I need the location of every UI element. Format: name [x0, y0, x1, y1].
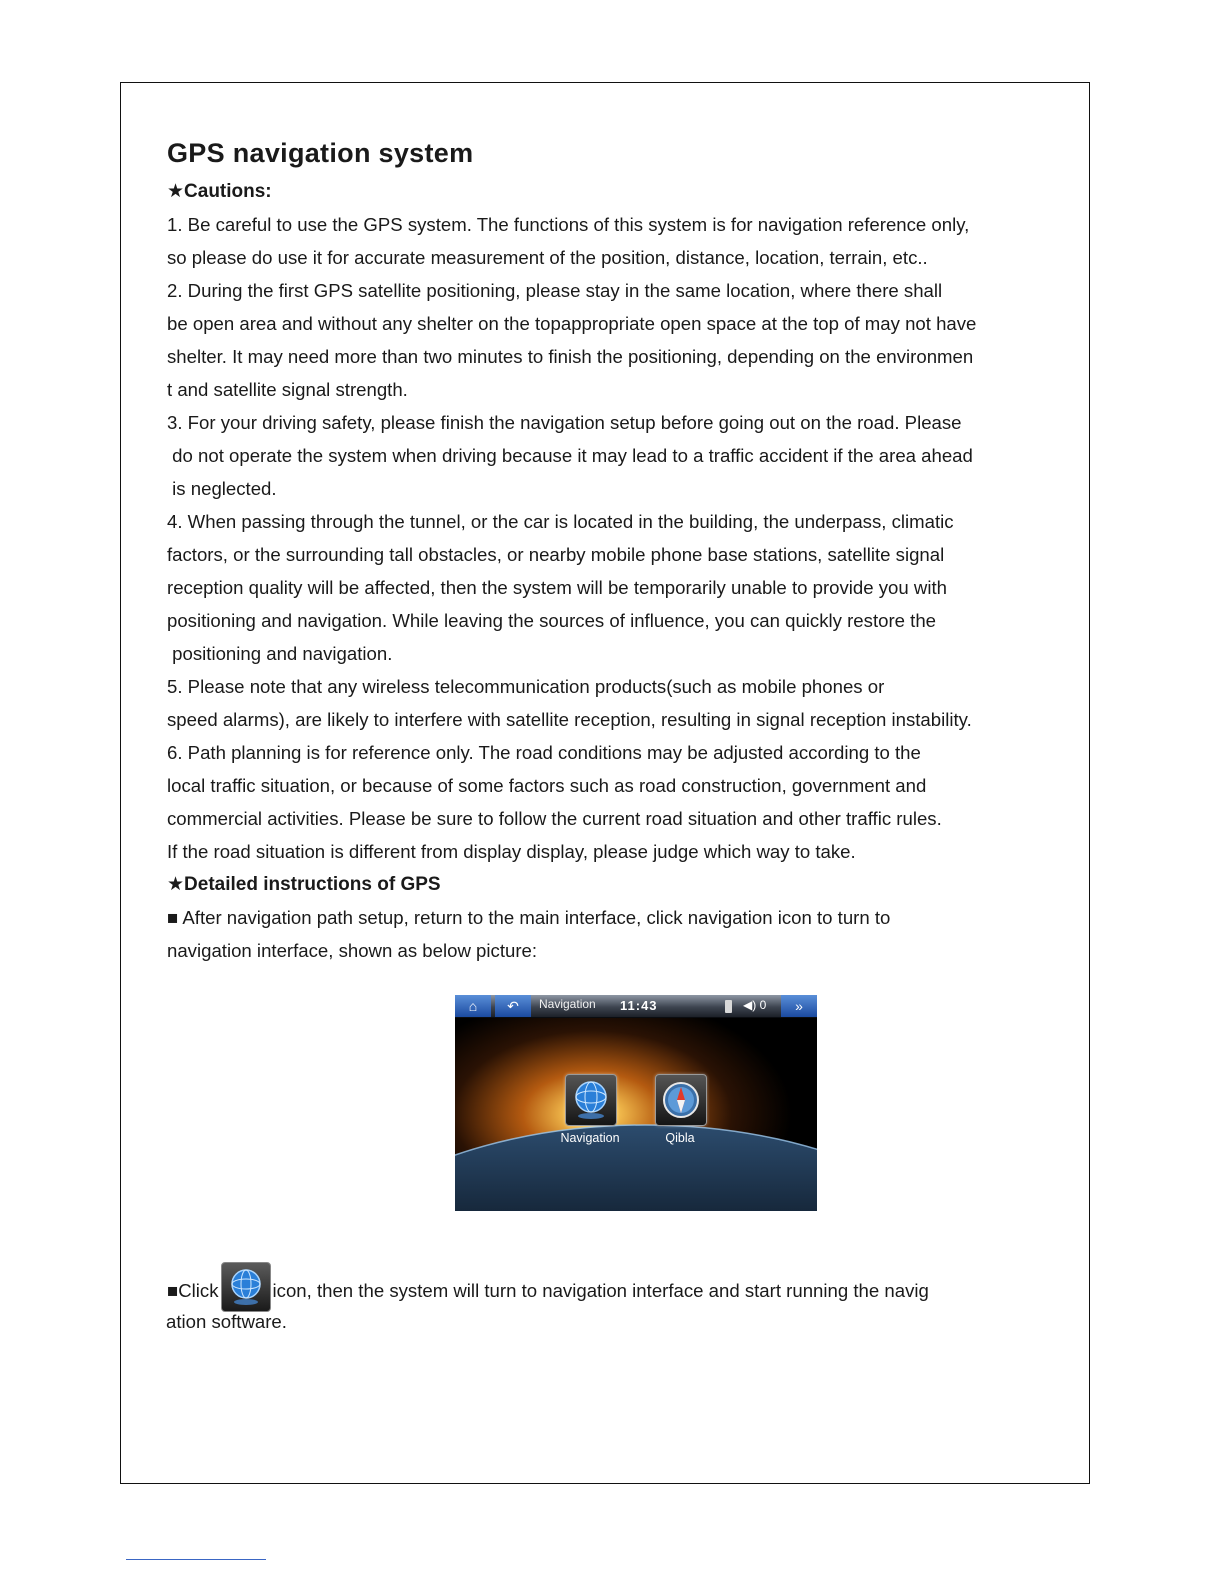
back-icon[interactable]: ↶: [495, 995, 531, 1017]
document-content: [167, 138, 1082, 967]
globe-icon: [566, 1075, 616, 1125]
navigation-app-button[interactable]: [565, 1074, 617, 1126]
cautions-list: [167, 208, 1082, 868]
click-instruction-line2: ation software.: [166, 1311, 287, 1332]
footer-rule: [126, 1559, 266, 1560]
caution-line: do not operate the system when driving because it may lead to a traffic accident if the area ahead: [167, 445, 973, 466]
qibla-app-button[interactable]: [655, 1074, 707, 1126]
cautions-heading: ★Cautions:: [167, 181, 272, 202]
caution-line: factors, or the surrounding tall obstacles, or nearby mobile phone base stations, satellite signal: [167, 544, 945, 565]
volume-value: 0: [759, 998, 767, 1012]
caution-line: 5. Please note that any wireless telecommunication products(such as mobile phones or: [167, 676, 885, 697]
detail-line: navigation interface, shown as below picture:: [167, 940, 538, 961]
click-instruction-line1: [167, 1272, 929, 1305]
navigation-app-label: Navigation: [560, 1131, 620, 1145]
caution-line: 2. During the first GPS satellite positioning, please stay in the same location, where there shall: [167, 280, 943, 301]
qibla-app-label: Qibla: [665, 1131, 695, 1145]
caution-line: 4. When passing through the tunnel, or the car is located in the building, the underpass, climatic: [167, 511, 954, 532]
caution-line: positioning and navigation.: [167, 643, 393, 664]
caution-line: so please do use it for accurate measurement of the position, distance, location, terrain, etc..: [167, 247, 928, 268]
home-icon[interactable]: ⌂: [455, 995, 491, 1017]
detail-line: ■ After navigation path setup, return to the main interface, click navigation icon to turn to: [167, 907, 891, 928]
click-text-after: icon, then the system will turn to navigation interface and start running the navig: [272, 1279, 929, 1301]
status-time: 11:43: [620, 998, 658, 1013]
detail-list: [167, 901, 1082, 967]
caution-line: If the road situation is different from display display, please judge which way to take.: [167, 841, 856, 862]
page-title: GPS navigation system: [167, 138, 474, 168]
caution-line: shelter. It may need more than two minutes to finish the positioning, depending on the environmen: [167, 346, 974, 367]
caution-line: 1. Be careful to use the GPS system. The functions of this system is for navigation reference only,: [167, 214, 970, 235]
compass-icon: [656, 1075, 706, 1125]
speaker-icon: ◀): [743, 998, 760, 1012]
status-title: Navigation: [539, 997, 596, 1011]
volume-indicator[interactable]: [743, 998, 766, 1012]
caution-line: speed alarms), are likely to interfere with satellite reception, resulting in signal reception instability.: [167, 709, 972, 730]
phone-icon: [725, 1000, 732, 1013]
caution-line: reception quality will be affected, then the system will be temporarily unable to provide you with: [167, 577, 947, 598]
caution-line: 6. Path planning is for reference only. The road conditions may be adjusted according to the: [167, 742, 921, 763]
status-bar: [455, 995, 817, 1018]
caution-line: is neglected.: [167, 478, 277, 499]
caution-line: positioning and navigation. While leaving the sources of influence, you can quickly restore the: [167, 610, 936, 631]
caution-line: be open area and without any shelter on the topappropriate open space at the top of may not have: [167, 313, 977, 334]
device-screenshot: [455, 995, 817, 1211]
detail-heading: ★Detailed instructions of GPS: [167, 874, 441, 895]
forward-icon[interactable]: »: [781, 995, 817, 1017]
caution-line: commercial activities. Please be sure to follow the current road situation and other traffic rules.: [167, 808, 942, 829]
caution-line: t and satellite signal strength.: [167, 379, 408, 400]
caution-line: 3. For your driving safety, please finish the navigation setup before going out on the road. Please: [167, 412, 962, 433]
earth-horizon-background: [455, 995, 817, 1211]
caution-line: local traffic situation, or because of some factors such as road construction, government and: [167, 775, 927, 796]
click-text-before: ■Click: [167, 1279, 219, 1301]
